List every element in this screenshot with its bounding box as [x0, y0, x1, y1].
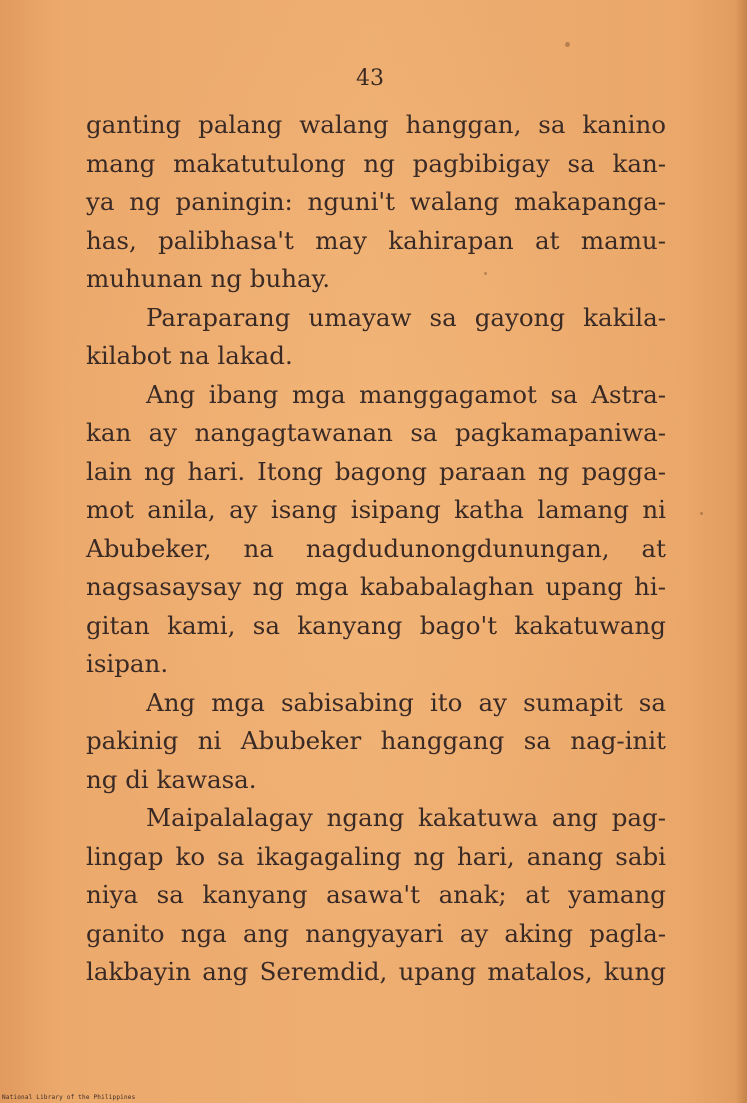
text-line: lingap ko sa ikagagaling ng hari, anang sabi [86, 841, 666, 871]
text-line: Maipalalagay ngang kakatuwa ang pag- [146, 803, 666, 832]
text-line: ganting palang walang hanggan, sa kanino [86, 110, 666, 139]
text-line: ng di kawasa. [86, 764, 257, 794]
paper-speck [700, 512, 703, 515]
text-line: lain ng hari. Itong bagong paraan ng pagga- [86, 456, 666, 486]
text-line: gitan kami, sa kanyang bago't kakatuwang [86, 610, 666, 640]
text-line: kilabot na lakad. [86, 341, 293, 370]
text-line: mot anila, ay isang isipang katha lamang ni [86, 495, 666, 524]
text-line: nagsasaysay ng mga kababalaghan upang hi- [86, 572, 666, 601]
text-line: muhunan ng buhay. [86, 264, 330, 293]
text-line: ya ng paningin: nguni't walang makapanga- [86, 187, 666, 216]
text-line: mang makatutulong ng pagbibigay sa kan- [86, 148, 666, 178]
page-edge-shadow [735, 0, 747, 1103]
text-line: Ang ibang mga manggagamot sa Astra- [146, 379, 666, 409]
text-line: Ang mga sabisabing ito ay sumapit sa [146, 687, 666, 717]
text-line: pakinig ni Abubeker hanggang sa nag-init [86, 726, 666, 755]
library-credit: National Library of the Philippines [2, 1094, 136, 1101]
paper-speck [565, 42, 570, 47]
text-line: ganito nga ang nangyayari ay aking pagla- [86, 918, 666, 948]
text-line: lakbayin ang Seremdid, upang matalos, kung [86, 957, 666, 986]
text-line: has, palibhasa't may kahirapan at mamu- [86, 225, 666, 255]
text-line: Abubeker, na nagdudunongdunungan, at [86, 533, 666, 563]
text-line: Paraparang umayaw sa gayong kakila- [146, 302, 666, 332]
text-line: niya sa kanyang asawa't anak; at yamang [86, 880, 666, 909]
text-line: isipan. [86, 649, 169, 678]
page-number: 43 [356, 66, 384, 91]
body-text [86, 106, 666, 992]
text-line: kan ay nangagtawanan sa pagkamapaniwa- [86, 418, 666, 447]
